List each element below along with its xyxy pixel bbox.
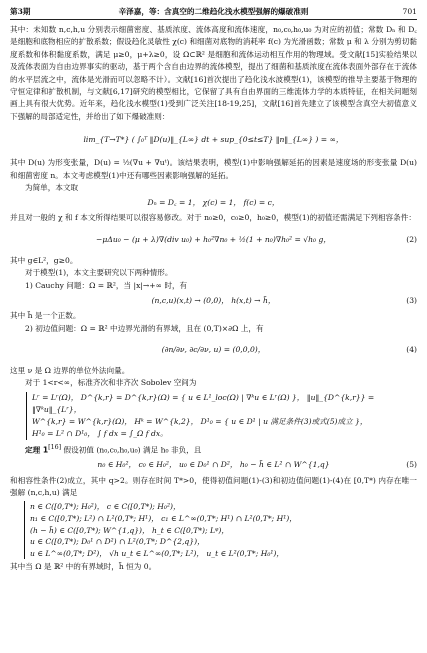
paragraph-1: 其中：未知数 n,c,h,u 分别表示细菌密度、基质浓度、流体高度和流体速度，n₀,c₀,h₀,u₀ 为对应的初值；常数 Dₙ 和 D꜀ 是细胞和底物相应的扩散系数；假设趋化灵敏性 χ(c) 和细菌对底物的消耗率 f(c) 为光滑函数；常数 μ 和 λ 分别为剪切黏度系数和体积黏度系数，满足 μ≥0，μ+λ≥0，设 Ω⊂ℝ² 是细胞和流体运动相互作用的物理域。受文献[15]实验结果以及流体表面为自由边界事实的驱动，基于两个含自由边界的流体模型，提出了细菌和基质浓度在流体表面外部存在于流体的水平层流之中，流体是光滑而可以忽略不计）。文献[16]首次提出了趋化浅水波模型(1)，该模型的推导主要基于物理的守恒定律和扩散机制，与文献[6,17]研究的模型相比，它保留了具有自由界面的三维流体力学的本质特征，在相关问题刻画上具有很大优势。近年来，趋化浅水模型(1)受到广泛关注[18-19,25]，文献[16]首先建立了该模型含真空大初值意义下强解的局部适定性，并给出了如下爆破准则： xyxy=(10,25,417,121)
paragraph-h-tilde: 其中 h̃ 是一个正数。 xyxy=(10,311,81,321)
blowup-criterion-equation xyxy=(10,125,417,155)
paragraph-sobolev-intro: 对于 1<r<∞，标准齐次和非齐次 Sobolev 空间为 xyxy=(25,378,197,388)
paragraph-compatibility: 并且对一般的 χ 和 f 本文所得结果可以很容易修改。对于 n₀≥0，c₀≥0，h₀≥0，模型(1)的初值还需满足下列相容条件： xyxy=(10,213,416,223)
equation-number: (5) xyxy=(406,460,417,470)
sobolev-line: W^{k,r} = W^{k,r}(Ω)， Hᵏ = W^{k,2}， D¹₀ = { u ∈ D¹ | u 满足条件(3)或式(5)成立 }， xyxy=(32,416,368,426)
equation-text: (∂n/∂ν, ∂c/∂ν, u) = (0,0,0)， xyxy=(161,344,266,354)
equation-text: lim_{T→T*} ( ∫₀ᵀ ‖D(u)‖_{L∞} dt + sup_{0≤t≤T} ‖n‖_{L∞} ) = ∞， xyxy=(83,135,344,145)
theorem-statement xyxy=(10,442,417,457)
equation-text: Dₙ = D꜀ = 1， χ(c) = 1， f(c) = c， xyxy=(147,198,280,208)
theorem-citation: [16] xyxy=(48,443,62,451)
regularity-line: (h − h̃) ∈ C([0,T*); W^{1,q})， h_t ∈ C([0,T*); Lᵠ)， xyxy=(30,525,229,535)
regularity-line: u ∈ L^∞(0,T*; D²)， √h u_t ∈ L^∞(0,T*; L²)， u_t ∈ L²(0,T*; H₀¹)， xyxy=(30,548,284,558)
paragraph-boundary: 2) 初边值问题：Ω = ℝ² 中边界光滑的有界域，且在 (0,T)×∂Ω 上，有 xyxy=(25,323,264,333)
paragraph-g: 其中 g∈L²，g≥0。 xyxy=(10,255,78,265)
issue-number: 第3期 xyxy=(10,7,31,16)
body-text xyxy=(10,24,417,574)
paragraph-cases: 对于模型(1)，本文主要研究以下两种情形。 xyxy=(25,268,173,278)
paragraph-final: 其中当 Ω 是 ℝ² 中的有界域时，h̃ 恒为 0。 xyxy=(10,562,157,572)
regularity-conditions xyxy=(24,501,417,559)
simplification-equation xyxy=(10,196,417,210)
initial-data-equation xyxy=(10,459,417,473)
sobolev-line: H¹₀ = L² ∩ D¹₀， ∫ f dx = ∫_Ω f dx。 xyxy=(32,428,168,438)
sobolev-line: Lʳ = Lʳ(Ω)， D^{k,r} = D^{k,r}(Ω) = { u ∈ L¹_loc(Ω) | ∇ᵏu ∈ Lʳ(Ω) }， ‖u‖_{D^{k,r}} = ‖∇ᵏu‖_{Lʳ}， xyxy=(32,392,375,414)
equation-number: (3) xyxy=(406,295,417,305)
boundary-condition-equation xyxy=(10,337,417,363)
theorem-text: 假设初值 (n₀,c₀,h₀,u₀) 满足 h₀ 非负，且 xyxy=(63,445,202,455)
running-header xyxy=(10,6,417,20)
running-title: 辛泽嘉，等：含真空的二维趋化浅水模型强解的爆破准则 xyxy=(118,7,309,16)
equation-text: −μΔu₀ − (μ + λ)∇(div u₀) + h₀²∇n₀ + ½(1 + n₀)∇h₀² = √h₀ g， xyxy=(96,234,331,244)
paragraph-normal-vector: 这里 ν 是 Ω 边界的单位外法向量。 xyxy=(10,365,130,375)
compatibility-equation xyxy=(10,227,417,253)
page-number: 701 xyxy=(402,7,417,16)
paragraph-deformation: 其中 D(u) 为形变张量，D(u) = ½(∇u + ∇uᵗ)。该结果表明，模型(1)中影响强解延拓的因素是速度场的形变张量 D(u) 和细菌密度 n。本文考虑模型(1)中还有哪些因素影响强解的延拓。 xyxy=(10,158,417,180)
paragraph-existence: 和相容性条件(2)成立，其中 q>2。则存在时间 T*>0，使得初值问题(1)-(3)和初边值问题(1)-(4)在 [0,T*) 内存在唯一强解 (n,c,h,u) 满足 xyxy=(10,475,417,498)
equation-number: (4) xyxy=(406,344,417,354)
equation-text: (n,c,u)(x,t) → (0,0)， h(x,t) → h̃， xyxy=(151,295,276,305)
equation-text: n₀ ∈ H₀²， c₀ ∈ H₀²， u₀ ∈ D₀¹ ∩ D²， h₀ − h̃ ∈ L² ∩ W^{1,q} xyxy=(97,460,330,470)
regularity-line: n₁ ∈ C([0,T*); L²) ∩ L²(0,T*; H¹)， c₁ ∈ L^∞(0,T*; H¹) ∩ L²(0,T*; H¹)， xyxy=(30,514,297,524)
paragraph-simplify: 为简单，本文取 xyxy=(25,183,79,193)
equation-number: (2) xyxy=(406,234,417,244)
cauchy-condition-equation xyxy=(10,294,417,308)
theorem-label: 定理 1 xyxy=(25,445,49,455)
sobolev-space-definitions xyxy=(26,392,417,440)
regularity-line: u ∈ C([0,T*); D₀¹ ∩ D²) ∩ L²(0,T*; D^{2,q})， xyxy=(30,537,205,547)
regularity-line: n ∈ C([0,T*); H₀²)， c ∈ C([0,T*); H₀²)， xyxy=(30,502,181,512)
paragraph-cauchy: 1) Cauchy 问题：Ω = ℝ²，当 |x|→+∞ 时，有 xyxy=(25,280,188,290)
